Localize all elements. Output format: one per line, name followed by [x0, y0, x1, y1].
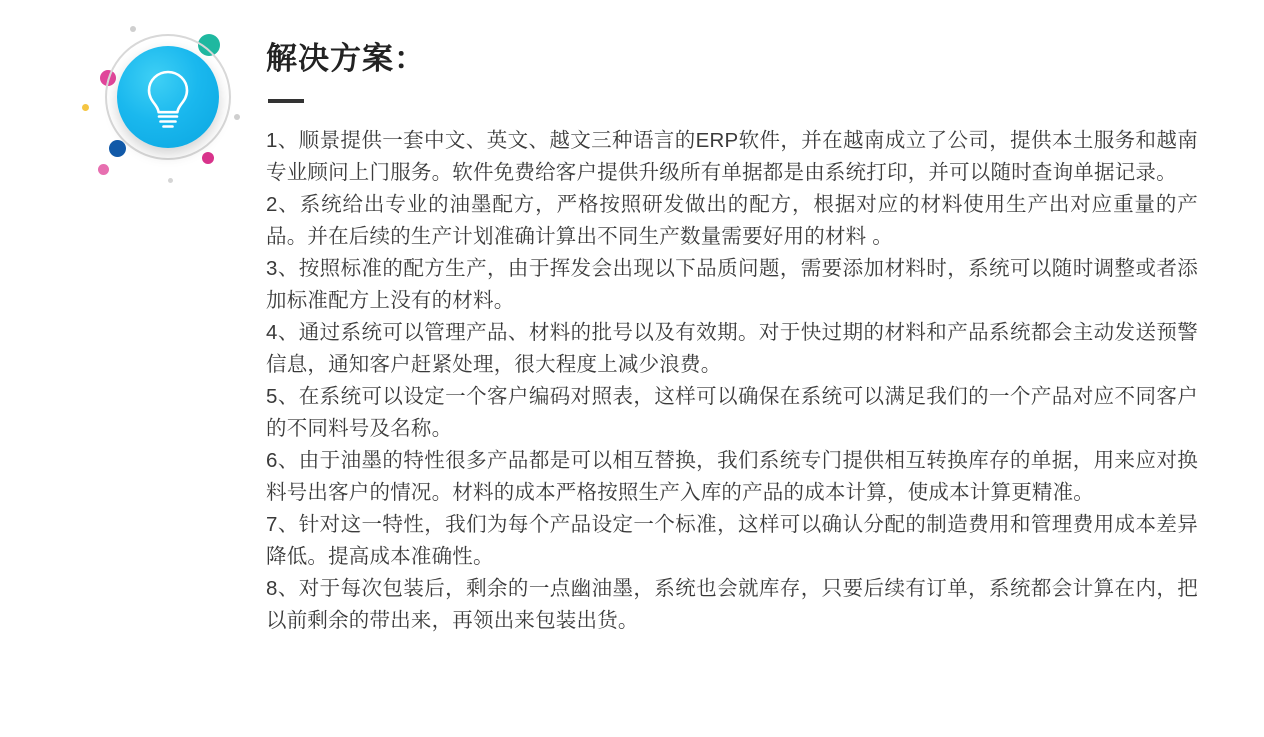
solution-list: [266, 125, 1198, 637]
decorative-dot-gray: [130, 26, 136, 32]
page-title: 解决方案：: [266, 41, 426, 76]
decorative-dot-yellow: [82, 104, 89, 111]
decorative-dot-pink: [98, 164, 109, 175]
lightbulb-icon: [117, 46, 219, 148]
list-item: 6、由于油墨的特性很多产品都是可以相互替换，我们系统专门提供相互转换库存的单据，用来应对换料号出客户的情况。材料的成本严格按照生产入库的产品的成本计算，使成本计算更精准。: [266, 449, 1198, 505]
list-item: 5、在系统可以设定一个客户编码对照表，这样可以确保在系统可以满足我们的一个产品对应不同客户的不同料号及名称。: [266, 385, 1198, 441]
list-item: 8、对于每次包装后，剩余的一点幽油墨，系统也会就库存，只要后续有订单，系统都会计算在内，把以前剩余的带出来，再领出来包装出货。: [266, 577, 1198, 633]
decorative-dot-blue: [109, 140, 126, 157]
list-item: 2、系统给出专业的油墨配方，严格按照研发做出的配方，根据对应的材料使用生产出对应重量的产品。并在后续的生产计划准确计算出不同生产数量需要好用的材料 。: [266, 193, 1198, 249]
title-underline: [268, 99, 304, 103]
decorative-dot-gray: [168, 178, 173, 183]
list-item: 1、顺景提供一套中文、英文、越文三种语言的ERP软件，并在越南成立了公司，提供本土服务和越南专业顾问上门服务。软件免费给客户提供升级所有单据都是由系统打印，并可以随时查询单据记录。: [266, 129, 1198, 185]
list-item: 7、针对这一特性，我们为每个产品设定一个标准，这样可以确认分配的制造费用和管理费用成本差异降低。提高成本准确性。: [266, 513, 1198, 569]
content-column: [266, 40, 1198, 637]
list-item: 4、通过系统可以管理产品、材料的批号以及有效期。对于快过期的材料和产品系统都会主动发送预警信息，通知客户赶紧处理，很大程度上减少浪费。: [266, 321, 1198, 377]
decorative-dot-pink: [202, 152, 214, 164]
decorative-dot-gray: [234, 114, 240, 120]
list-item: 3、按照标准的配方生产，由于挥发会出现以下品质问题，需要添加材料时，系统可以随时调整或者添加标准配方上没有的材料。: [266, 257, 1198, 313]
lightbulb-illustration: [78, 18, 258, 188]
